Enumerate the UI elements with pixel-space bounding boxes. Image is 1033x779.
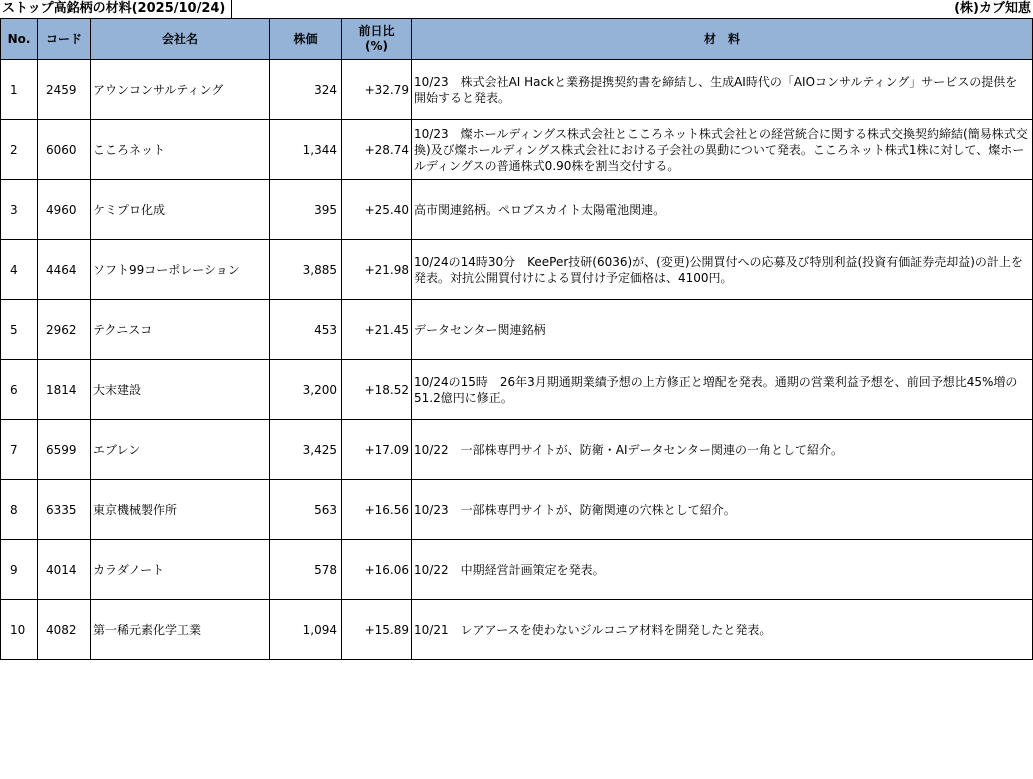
stock-code: 2962: [38, 300, 91, 360]
stock-price: 1,344: [270, 120, 342, 180]
stock-code: 2459: [38, 60, 91, 120]
table-row: [1, 180, 1033, 240]
company-name: ソフト99コーポレーション: [91, 240, 270, 300]
company-name: アウンコンサルティング: [91, 60, 270, 120]
change-percent: +17.09: [342, 420, 412, 480]
company-name: エブレン: [91, 420, 270, 480]
col-header-code: コード: [38, 19, 91, 60]
stock-code: 6599: [38, 420, 91, 480]
change-percent: +18.52: [342, 360, 412, 420]
company-name: ケミプロ化成: [91, 180, 270, 240]
table-row: [1, 60, 1033, 120]
row-number: 7: [1, 420, 38, 480]
change-percent: +16.56: [342, 480, 412, 540]
table-row: [1, 300, 1033, 360]
header-row: [1, 19, 1033, 60]
stock-price: 453: [270, 300, 342, 360]
material-text: 高市関連銘柄。ペロブスカイト太陽電池関連。: [412, 180, 1033, 240]
col-header-no: No.: [1, 19, 38, 60]
change-percent: +28.74: [342, 120, 412, 180]
stock-price: 3,425: [270, 420, 342, 480]
stop-high-table: [0, 18, 1033, 660]
table-row: [1, 120, 1033, 180]
company-name: 大末建設: [91, 360, 270, 420]
col-header-material: 材 料: [412, 19, 1033, 60]
material-text: 10/22 一部株専門サイトが、防衛・AIデータセンター関連の一角として紹介。: [412, 420, 1033, 480]
company-name: カラダノート: [91, 540, 270, 600]
material-text: 10/22 中期経営計画策定を発表。: [412, 540, 1033, 600]
stock-price: 578: [270, 540, 342, 600]
col-header-company: 会社名: [91, 19, 270, 60]
stock-price: 1,094: [270, 600, 342, 660]
material-text: 10/23 一部株専門サイトが、防衛関連の穴株として紹介。: [412, 480, 1033, 540]
col-header-change: 前日比 (%): [342, 19, 412, 60]
row-number: 5: [1, 300, 38, 360]
change-percent: +32.79: [342, 60, 412, 120]
material-text: 10/21 レアアースを使わないジルコニア材料を開発したと発表。: [412, 600, 1033, 660]
stock-price: 563: [270, 480, 342, 540]
material-text: 10/23 燦ホールディングス株式会社とこころネット株式会社との経営統合に関する株式交換契約締結(簡易株式交換)及び燦ホールディングス株式会社における子会社の異動について発表。こころネット株式1株に対して、燦ホールディングスの普通株式0.90株を割当交付する。: [412, 120, 1033, 180]
stock-code: 6335: [38, 480, 91, 540]
stock-price: 3,200: [270, 360, 342, 420]
table-row: [1, 540, 1033, 600]
stock-code: 6060: [38, 120, 91, 180]
stock-code: 4014: [38, 540, 91, 600]
company-name: テクニスコ: [91, 300, 270, 360]
stock-price: 3,885: [270, 240, 342, 300]
material-text: 10/24の14時30分 KeePer技研(6036)が、(変更)公開買付への応募及び特別利益(投資有価証券売却益)の計上を発表。対抗公開買付けによる買付け予定価格は、4100円。: [412, 240, 1033, 300]
change-percent: +15.89: [342, 600, 412, 660]
row-number: 1: [1, 60, 38, 120]
change-percent: +21.45: [342, 300, 412, 360]
change-percent: +16.06: [342, 540, 412, 600]
table-row: [1, 480, 1033, 540]
material-text: 10/23 株式会社AI Hackと業務提携契約書を締結し、生成AI時代の「AIOコンサルティング」サービスの提供を開始すると発表。: [412, 60, 1033, 120]
row-number: 4: [1, 240, 38, 300]
stock-code: 4464: [38, 240, 91, 300]
material-text: データセンター関連銘柄: [412, 300, 1033, 360]
stock-price: 395: [270, 180, 342, 240]
sheet-title: ストップ高銘柄の材料(2025/10/24): [2, 0, 232, 19]
source-label: (株)カブ知恵: [954, 1, 1031, 16]
change-percent: +21.98: [342, 240, 412, 300]
row-number: 2: [1, 120, 38, 180]
table-row: [1, 600, 1033, 660]
stock-code: 1814: [38, 360, 91, 420]
row-number: 9: [1, 540, 38, 600]
table-row: [1, 240, 1033, 300]
material-text: 10/24の15時 26年3月期通期業績予想の上方修正と増配を発表。通期の営業利益予想を、前回予想比45%増の51.2億円に修正。: [412, 360, 1033, 420]
title-bar: [0, 0, 1033, 18]
company-name: こころネット: [91, 120, 270, 180]
change-percent: +25.40: [342, 180, 412, 240]
table-row: [1, 360, 1033, 420]
stock-code: 4082: [38, 600, 91, 660]
stock-code: 4960: [38, 180, 91, 240]
row-number: 6: [1, 360, 38, 420]
row-number: 10: [1, 600, 38, 660]
company-name: 東京機械製作所: [91, 480, 270, 540]
row-number: 8: [1, 480, 38, 540]
table-row: [1, 420, 1033, 480]
company-name: 第一稀元素化学工業: [91, 600, 270, 660]
stock-price: 324: [270, 60, 342, 120]
row-number: 3: [1, 180, 38, 240]
col-header-price: 株価: [270, 19, 342, 60]
